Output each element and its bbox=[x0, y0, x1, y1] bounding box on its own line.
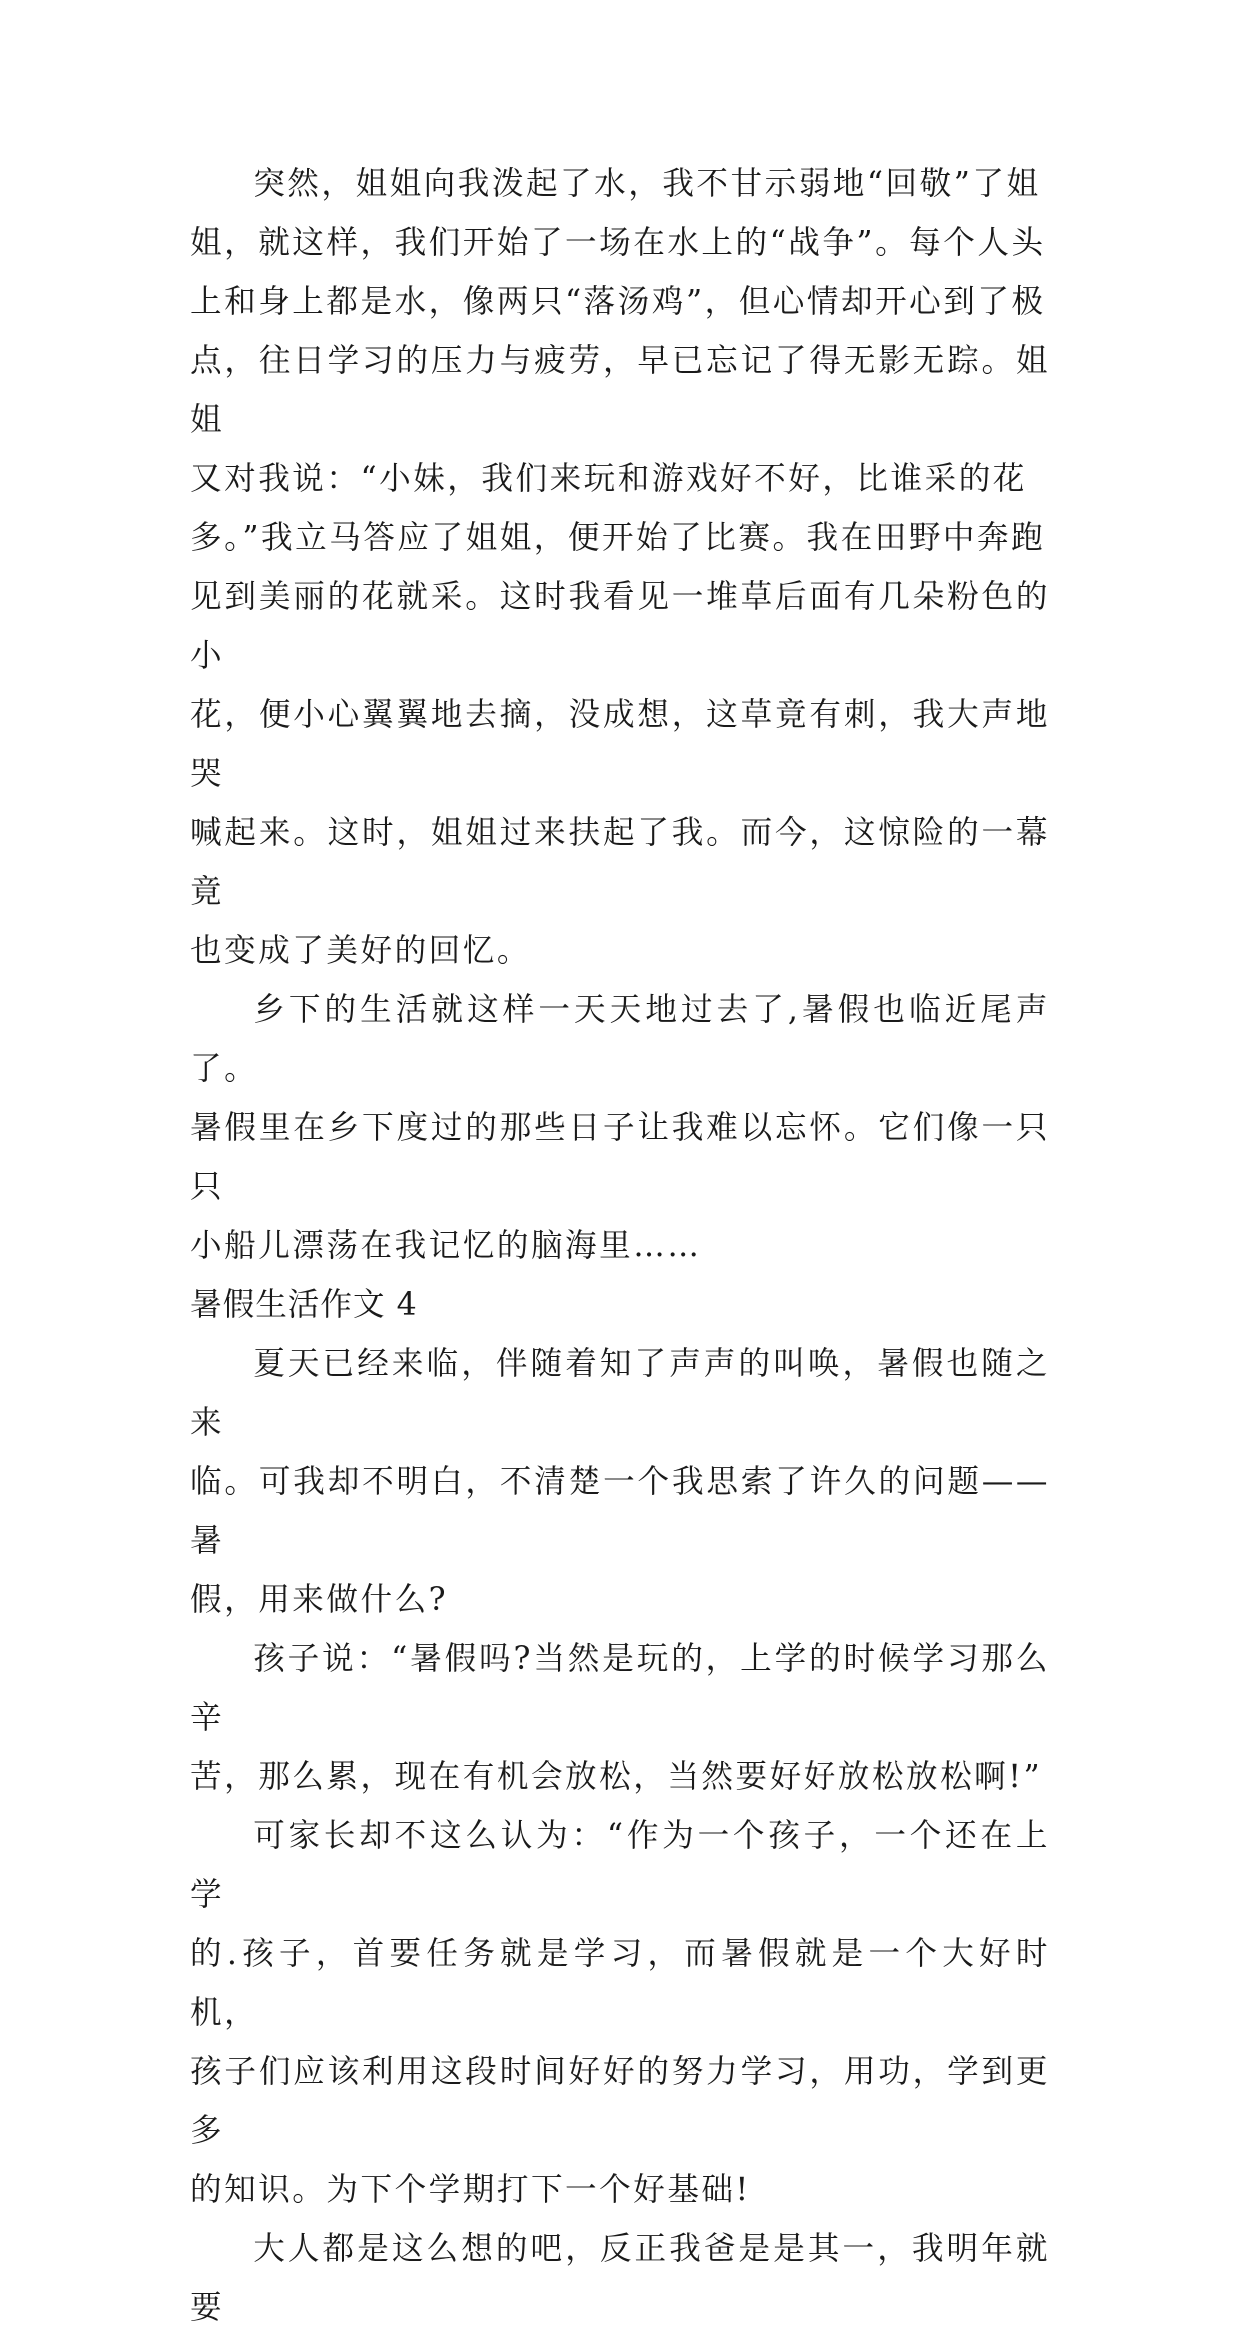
paragraph: 可家长却不这么认为：“作为一个孩子，一个还在上学 的.孩子，首要任务就是学习，而暑假就是一个大好时机， 孩子们应该利用这段时间好好的努力学习，用功，学到更多 的知识。为下个学期打下一个好基础! bbox=[190, 1818, 1050, 2208]
paragraph: 孩子说：“暑假吗?当然是玩的，上学的时候学习那么辛 苦，那么累，现在有机会放松，当然要好好放松放松啊!” bbox=[190, 1641, 1050, 1795]
document-body bbox=[190, 155, 1050, 2338]
paragraph: 乡下的生活就这样一天天地过去了,暑假也临近尾声了。 暑假里在乡下度过的那些日子让我难以忘怀。它们像一只只 小船儿漂荡在我记忆的脑海里…… bbox=[190, 992, 1050, 1264]
section-heading: 暑假生活作文 4 bbox=[190, 1287, 418, 1323]
paragraph: 夏天已经来临，伴随着知了声声的叫唤，暑假也随之来 临。可我却不明白，不清楚一个我思索了许久的问题——暑 假，用来做什么? bbox=[190, 1346, 1050, 1618]
paragraph: 大人都是这么想的吧，反正我爸是是其一，我明年就要 bbox=[190, 2231, 1050, 2326]
paragraph: 突然，姐姐向我泼起了水，我不甘示弱地“回敬”了姐 姐，就这样，我们开始了一场在水上的“战争”。每个人头 上和身上都是水，像两只“落汤鸡”，但心情却开心到了极 点，往日学习的压力与疲劳，早已忘记了得无影无踪。姐姐 又对我说：“小妹，我们来玩和游戏好不好，比谁采的花 多。”我立马答应了姐姐，便开始了比赛。我在田野中奔跑 见到美丽的花就采。这时我看见一堆草后面有几朵粉色的小 花，便小心翼翼地去摘，没成想，这草竟有刺，我大声地哭 喊起来。这时，姐姐过来扶起了我。而今，这惊险的一幕竟 也变成了美好的回忆。 bbox=[190, 166, 1050, 969]
